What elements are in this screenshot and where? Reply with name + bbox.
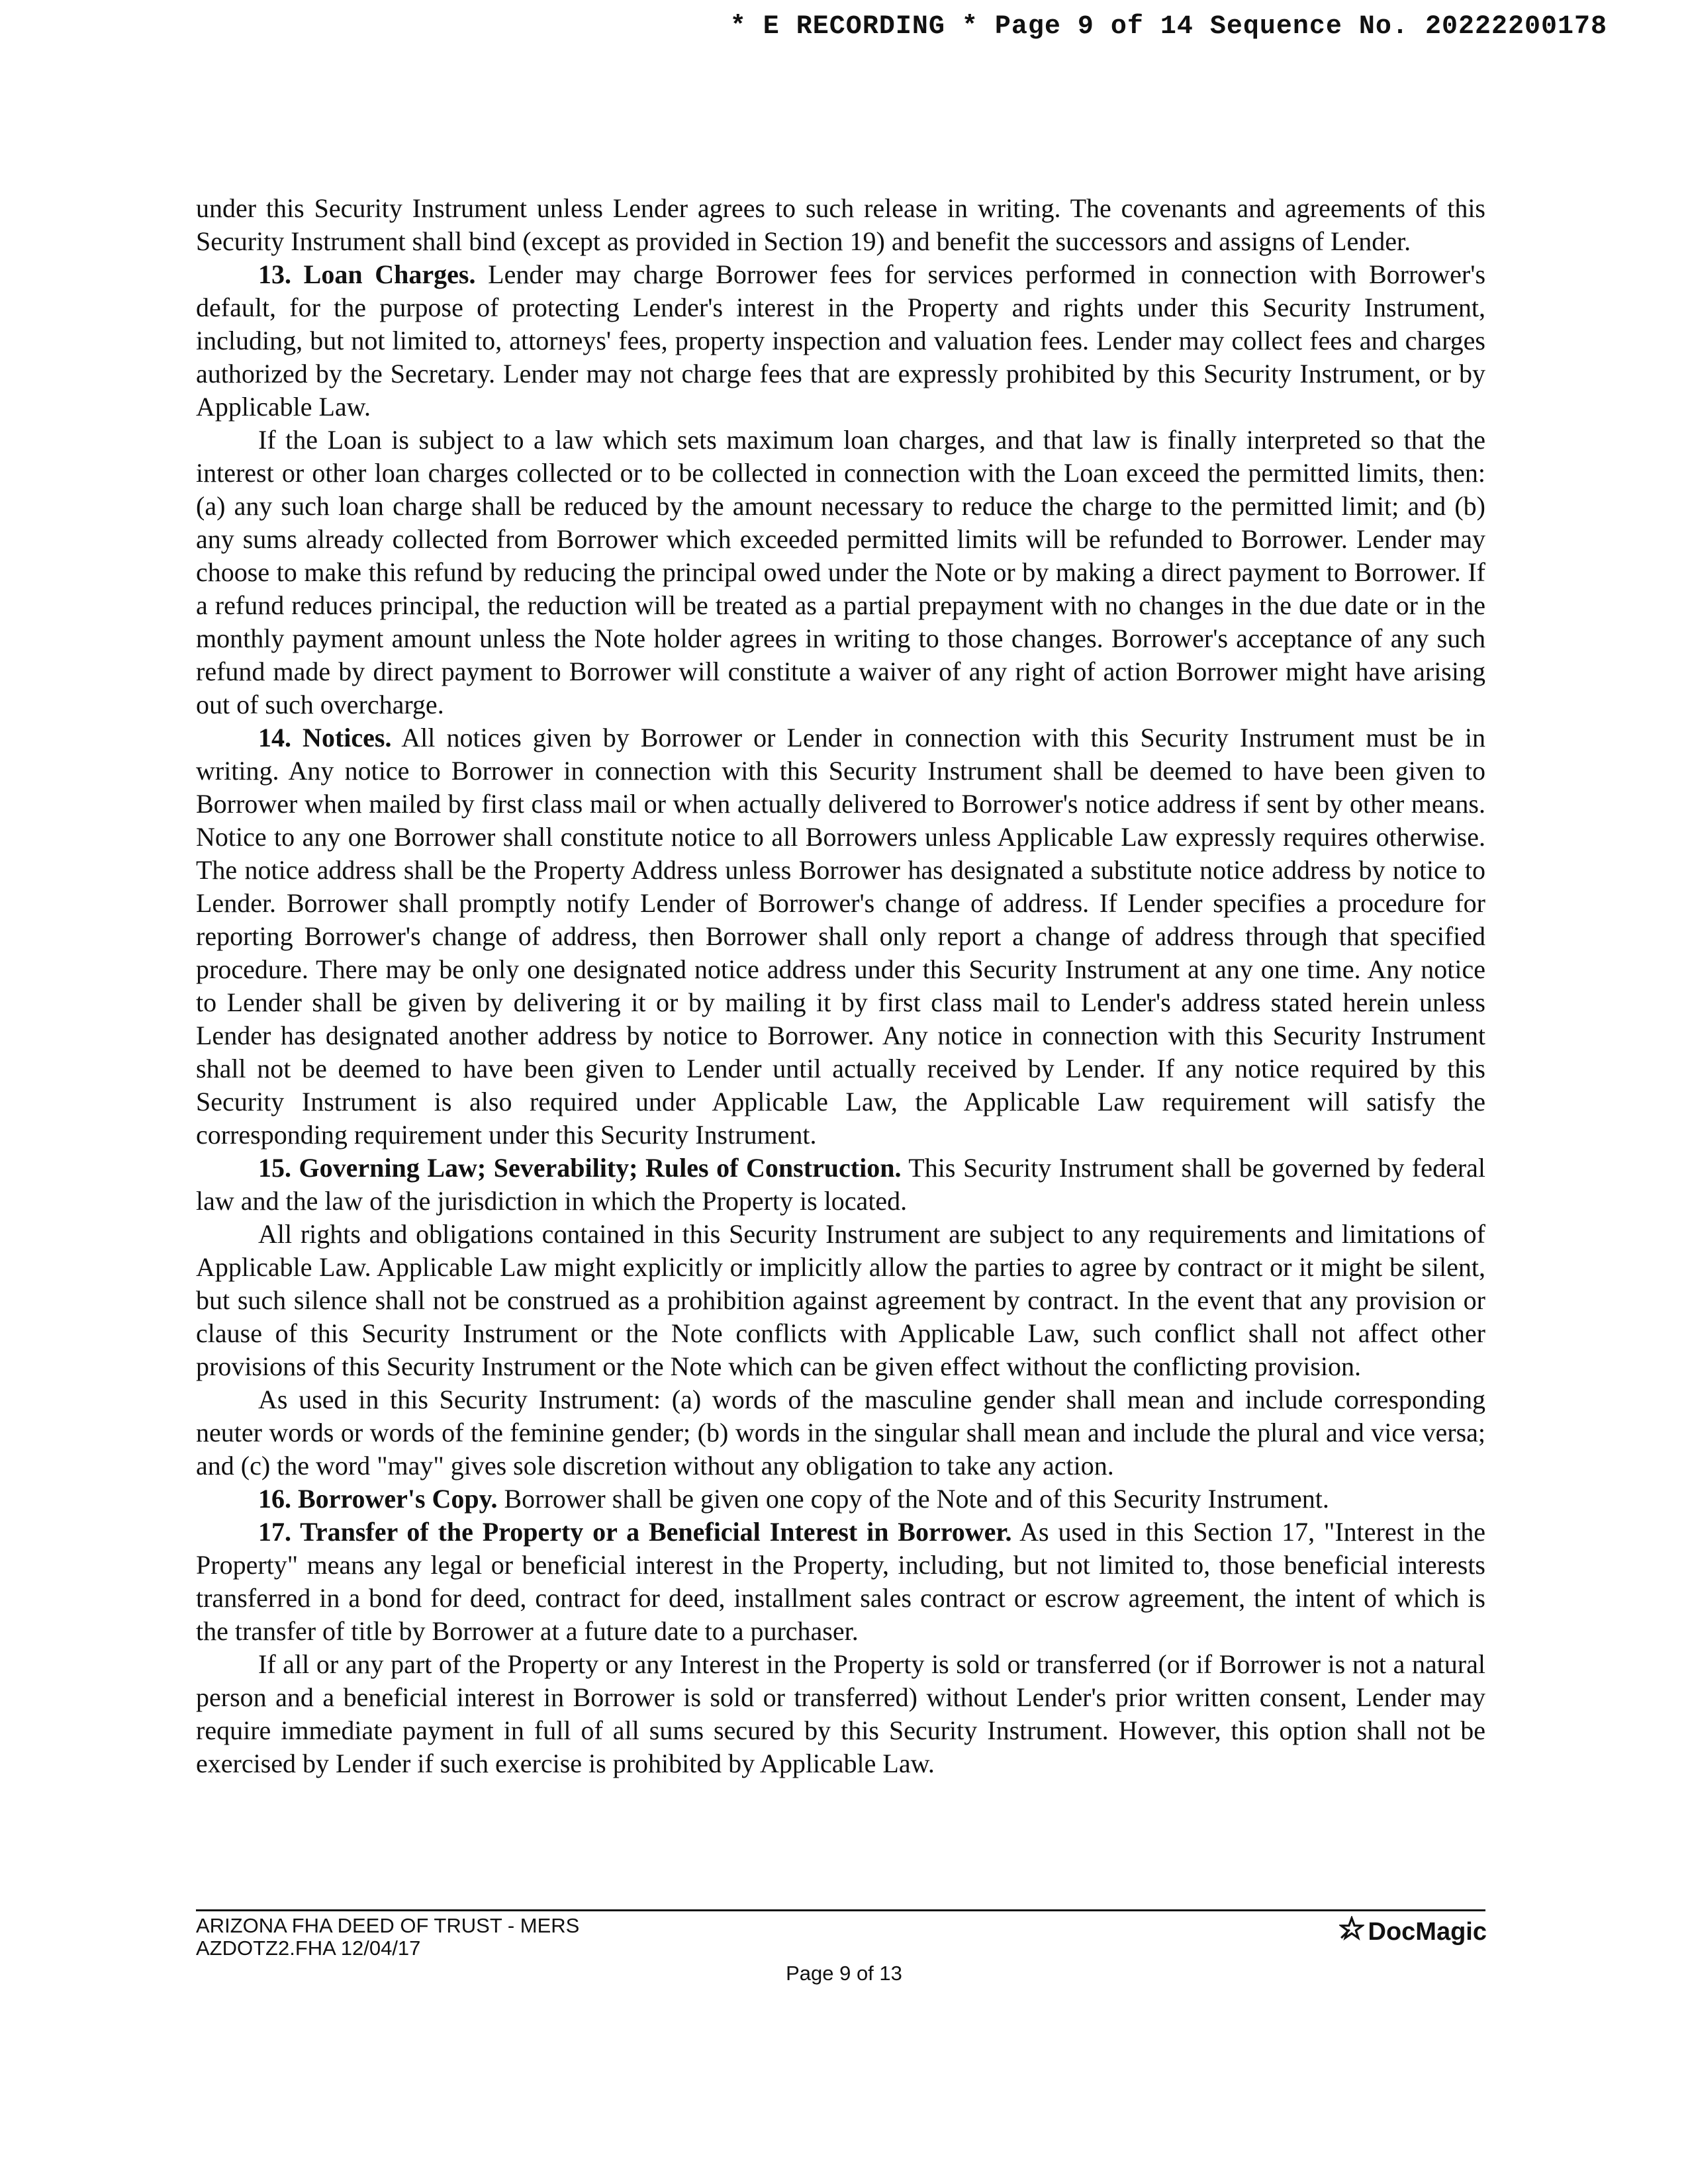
paragraph-continuation: under this Security Instrument unless Lender agrees to such release in writing. The covenants and agreements of this Security Instrument shall bind (except as provided in Section 19) and benefit the successors and assigns of Lender.: [196, 193, 1485, 256]
section-17-paragraph-2: If all or any part of the Property or any Interest in the Property is sold or transferred (or if Borrower is not a natural person and a beneficial interest in Borrower is sold or transferred) without Lender's prior written consent, Lender may require immediate payment in full of all sums secured by this Security Instrument. However, this option shall not be exercised by Lender if such exercise is prohibited by Applicable Law.: [196, 1649, 1485, 1778]
section-17-text: As used in this Section 17, "Interest in the Property" means any legal or beneficial interest in the Property, including, but not limited to, those beneficial interests transferred in a bond for deed, contract for deed, installment sales contract or escrow agreement, the intent of which is the transfer of title by Borrower at a future date to a purchaser.: [196, 1517, 1486, 1646]
section-13-paragraph-2: If the Loan is subject to a law which sets maximum loan charges, and that law is finally interpreted so that the interest or other loan charges collected or to be collected in connection with the Loan exceed the permitted limits, then: (a) any such loan charge shall be reduced by the amount necessary to reduce the charge to the permitted limit; and (b) any sums already collected from Borrower which exceeded permitted limits will be refunded to Borrower. Lender may choose to make this refund by reducing the principal owed under the Note or by making a direct payment to Borrower. If a refund reduces principal, the reduction will be treated as a partial prepayment with no changes in the due date or in the monthly payment amount unless the Note holder agrees in writing to those changes. Borrower's acceptance of any such refund made by direct payment to Borrower will constitute a waiver of any right of action Borrower might have arising out of such overcharge.: [196, 425, 1485, 719]
section-14-text: All notices given by Borrower or Lender in connection with this Security Instrument must be in writing. Any notice to Borrower in connection with this Security Instrument shall be deemed to have been given to Borrower when mailed by first class mail or when actually delivered to Borrower's notice address if sent by other means. Notice to any one Borrower shall constitute notice to all Borrowers unless Applicable Law expressly requires otherwise. The notice address shall be the Property Address unless Borrower has designated a substitute notice address by notice to Lender. Borrower shall promptly notify Lender of Borrower's change of address. If Lender specifies a procedure for reporting Borrower's change of address, then Borrower shall only report a change of address through that specified procedure. There may be only one designated notice address under this Security Instrument at any one time. Any notice to Lender shall be given by delivering it or by mailing it by first class mail to Lender's address stated herein unless Lender has designated another address by notice to Borrower. Any notice in connection with this Security Instrument shall not be deemed to have been given to Lender until actually received by Lender. If any notice required by this Security Instrument is also required under Applicable Law, the Applicable Law requirement will satisfy the corresponding requirement under this Security Instrument.: [196, 723, 1485, 1150]
section-14-heading: 14. Notices.: [258, 723, 392, 752]
section-15-paragraph-3: As used in this Security Instrument: (a) words of the masculine gender shall mean and include corresponding neuter words or words of the feminine gender; (b) words in the singular shall mean and include the plural and vice versa; and (c) the word "may" gives sole discretion without any obligation to take any action.: [196, 1385, 1485, 1480]
recording-stamp: * E RECORDING * Page 9 of 14 Sequence No. 20222200178: [729, 12, 1607, 42]
section-15: [196, 1152, 1485, 1218]
section-15-heading: 15. Governing Law; Severability; Rules of Construction.: [258, 1153, 902, 1183]
section-15-paragraph-2: All rights and obligations contained in this Security Instrument are subject to any requirements and limitations of Applicable Law. Applicable Law might explicitly or implicitly allow the parties to agree by contract or it might be silent, but such silence shall not be construed as a prohibition against agreement by contract. In the event that any provision or clause of this Security Instrument or the Note conflicts with Applicable Law, such conflict shall not affect other provisions of this Security Instrument or the Note which can be given effect without the conflicting provision.: [196, 1219, 1485, 1381]
docmagic-logo: [1339, 1916, 1487, 1948]
section-13-heading: 13. Loan Charges.: [258, 259, 476, 289]
section-13-text: Lender may charge Borrower fees for services performed in connection with Borrower's default, for the purpose of protecting Lender's interest in the Property and rights under this Security Instrument, including, but not limited to, attorneys' fees, property inspection and valuation fees. Lender may collect fees and charges authorized by the Secretary. Lender may not charge fees that are expressly prohibited by this Security Instrument, or by Applicable Law.: [196, 259, 1486, 422]
section-15-text: This Security Instrument shall be governed by federal law and the law of the jurisdiction in which the Property is located.: [196, 1153, 1486, 1216]
document-body: [196, 192, 1485, 1780]
section-17-heading: 17. Transfer of the Property or a Beneficial Interest in Borrower.: [258, 1517, 1012, 1547]
footer-form-info: [196, 1915, 579, 1960]
section-13: [196, 258, 1485, 424]
section-14: [196, 721, 1485, 1152]
star-icon: [1339, 1916, 1364, 1948]
section-17: [196, 1516, 1485, 1648]
form-code: AZDOTZ2.FHA 12/04/17: [196, 1936, 421, 1960]
page-number: Page 9 of 13: [786, 1962, 902, 1985]
brand-name: DocMagic: [1368, 1917, 1487, 1946]
footer-divider: [196, 1909, 1485, 1911]
section-16: [196, 1482, 1485, 1516]
section-16-text: Borrower shall be given one copy of the Note and of this Security Instrument.: [497, 1484, 1329, 1514]
form-title: ARIZONA FHA DEED OF TRUST - MERS: [196, 1914, 580, 1937]
section-16-heading: 16. Borrower's Copy.: [258, 1484, 498, 1514]
